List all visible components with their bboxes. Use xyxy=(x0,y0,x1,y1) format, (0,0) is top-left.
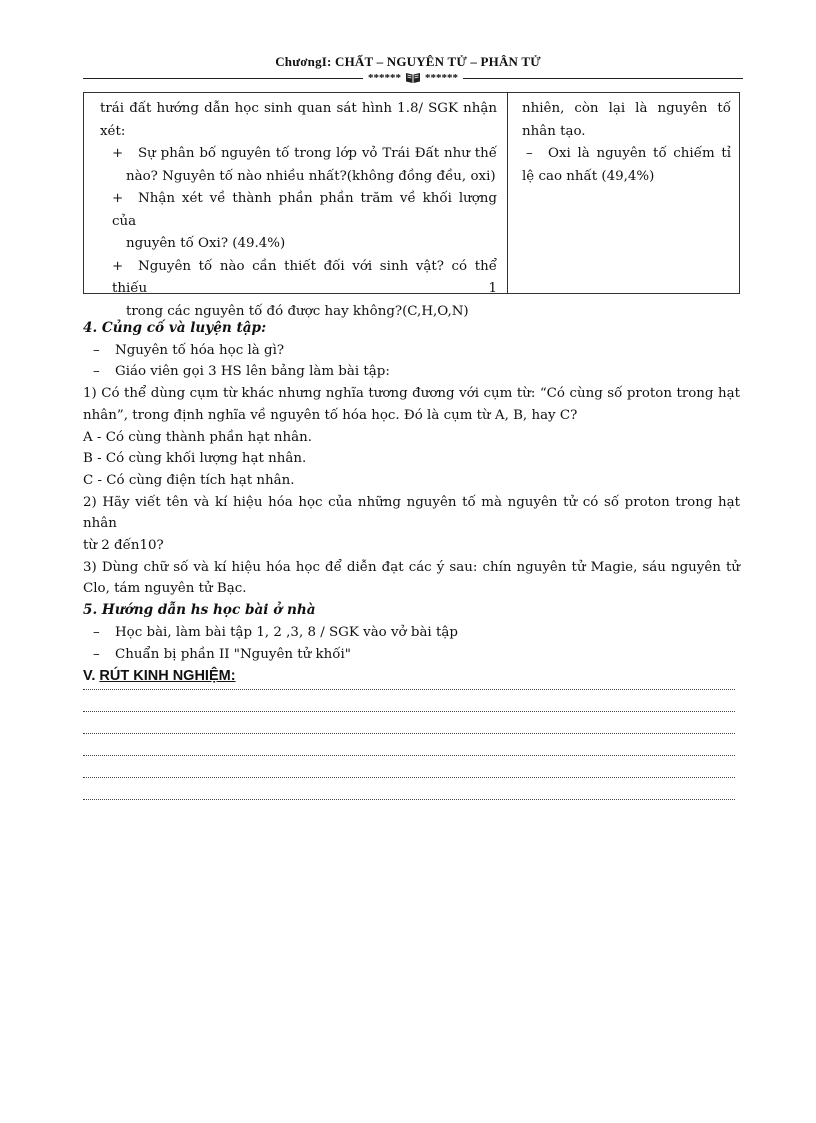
header-ornament xyxy=(363,72,463,84)
right-line: nhiên, còn lại là nguyên tố xyxy=(522,101,731,116)
question-1-line: 1) Có thể dùng cụm từ khác nhưng nghĩa tương đương với cụm từ: “Có cùng số proton trong hạt xyxy=(83,386,740,402)
header-rule-left xyxy=(83,78,363,79)
activity-table xyxy=(83,92,740,319)
list-item: – Học bài, làm bài tập 1, 2 ,3, 8 / SGK vào vở bài tập xyxy=(93,624,458,640)
header-rule xyxy=(83,71,743,85)
right-line: lệ cao nhất (49,4%) xyxy=(522,168,655,184)
question-3-line: Clo, tám nguyên tử Bạc. xyxy=(83,581,247,597)
blank-dotted-line xyxy=(83,733,735,734)
blank-dotted-line xyxy=(83,799,735,800)
list-item: – Giáo viên gọi 3 HS lên bảng làm bài tập: xyxy=(93,364,390,380)
blank-dotted-line xyxy=(83,755,735,756)
header-rule-right xyxy=(463,78,743,79)
question-1-line: nhân”, trong định nghĩa về nguyên tố hóa học. Đó là cụm từ A, B, hay C? xyxy=(83,407,578,423)
blank-dotted-line xyxy=(83,689,735,690)
blank-dotted-line xyxy=(83,777,735,778)
ornament-stars-left: ****** xyxy=(368,71,401,84)
section-v-heading: V. RÚT KINH NGHIỆM: xyxy=(83,668,236,685)
left-item-line: + Nhận xét về thành phần phần trăm về khối lượng của xyxy=(112,191,497,229)
left-item-line: trong các nguyên tố đó được hay không?(C,H,O,N) xyxy=(126,303,469,319)
table-left-cell xyxy=(84,93,508,319)
left-item-line: nguyên tố Oxi? (49.4%) xyxy=(126,236,286,251)
answer-option: B - Có cùng khối lượng hạt nhân. xyxy=(83,451,307,467)
left-item-line: + Sự phân bố nguyên tố trong lớp vỏ Trái Đất như thế xyxy=(112,146,497,161)
section-v-title: RÚT KINH NGHIỆM: xyxy=(99,668,236,685)
right-item-line: – Oxi là nguyên tố chiếm tỉ xyxy=(526,146,731,161)
left-item-line: nào? Nguyên tố nào nhiều nhất?(không đồng đều, oxi) xyxy=(126,168,496,184)
table-right-cell xyxy=(508,93,739,293)
blank-dotted-line xyxy=(83,711,735,712)
section-4-heading: 4. Củng cố và luyện tập: xyxy=(83,320,267,336)
right-line: nhân tạo. xyxy=(522,123,586,139)
list-item: – Chuẩn bị phần II "Nguyên tử khối" xyxy=(93,646,351,662)
list-item: – Nguyên tố hóa học là gì? xyxy=(93,342,285,358)
left-line: trái đất hướng dẫn học sinh quan sát hình 1.8/ SGK nhận xyxy=(100,101,497,116)
answer-option: A - Có cùng thành phần hạt nhân. xyxy=(83,429,312,445)
book-icon xyxy=(405,72,421,84)
ornament-stars-right: ****** xyxy=(425,71,458,84)
question-2-line: 2) Hãy viết tên và kí hiệu hóa học của những nguyên tố mà nguyên tử có số proton trong hạt nhân xyxy=(83,494,740,532)
header-title: ChươngI: CHẤT – NGUYÊN TỬ – PHÂN TỬ xyxy=(275,54,541,69)
answer-option: C - Có cùng điện tích hạt nhân. xyxy=(83,472,295,488)
left-item-line: + Nguyên tố nào cần thiết đối với sinh vật? có thể thiếu 1 xyxy=(112,258,497,296)
question-2-line: từ 2 đến10? xyxy=(83,538,164,554)
main-content xyxy=(83,318,740,688)
left-line: xét: xyxy=(100,123,126,139)
section-5-heading: 5. Hướng dẫn hs học bài ở nhà xyxy=(83,602,316,619)
question-3-line: 3) Dùng chữ số và kí hiệu hóa học để diễn đạt các ý sau: chín nguyên tử Magie, sáu nguyên tử xyxy=(83,559,740,575)
